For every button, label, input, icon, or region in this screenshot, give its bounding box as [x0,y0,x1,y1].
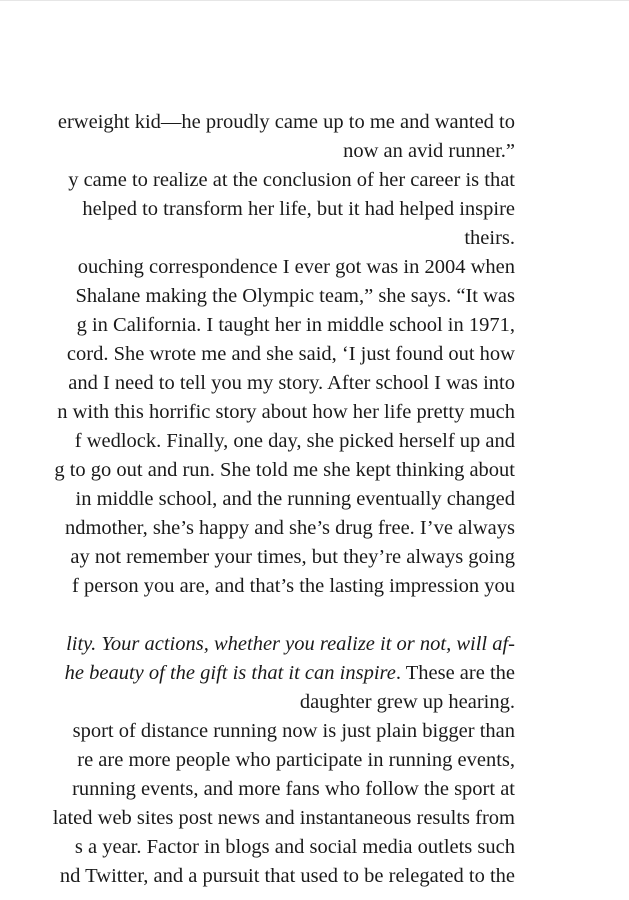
text-line [68,369,515,398]
text-line [68,166,515,195]
text-line [67,340,515,369]
text-segment: in middle school, and the running eventually changed [75,488,515,510]
text-line [65,514,515,543]
text-segment: lity. Your actions, whether you realize it or not, will af- [66,633,515,655]
text-line [73,717,515,746]
text-segment: . These are the [395,662,515,684]
text-segment: nd Twitter, and a pursuit that used to be relegated to the [59,865,515,887]
text-line [58,108,515,137]
text-line [54,456,515,485]
text-line [464,224,515,253]
text-line [75,427,515,456]
text-segment: running events, and more fans who follow the sport at [72,778,515,800]
text-segment: f person you are, and that’s the lasting impression you [72,575,515,597]
text-segment: y came to realize at the conclusion of her career is that [68,169,515,191]
page-top-edge [0,0,629,1]
text-segment: re are more people who participate in running events, [77,749,515,771]
text-segment: lated web sites post news and instantaneous results from [52,807,515,829]
text-line [76,282,516,311]
text-line [66,630,515,659]
text-line [72,775,515,804]
text-segment: theirs. [464,227,515,249]
text-line [65,659,515,688]
text-line [57,398,515,427]
text-segment: and I need to tell you my story. After school I was into [68,372,515,394]
book-page-text [0,108,629,900]
text-line [82,195,515,224]
text-segment: ay not remember your times, but they’re always going [70,546,515,568]
text-line [70,543,515,572]
text-segment: ouching correspondence I ever got was in 2004 when [77,256,515,278]
text-segment: daughter grew up hearing. [299,691,515,713]
text-segment: g to go out and run. She told me she kept thinking about [54,459,515,481]
text-segment: erweight kid—he proudly came up to me and wanted to [57,111,515,133]
text-line [300,688,515,717]
text-segment: f wedlock. Finally, one day, she picked herself up and [74,430,515,452]
text-segment: helped to transform her life, but it had helped inspire [82,198,515,220]
text-segment: cord. She wrote me and she said, ‘I just found out how [66,343,515,365]
text-line [77,746,515,775]
text-line [60,862,515,891]
text-line [75,833,515,862]
text-segment: ndmother, she’s happy and she’s drug free. I’ve always [64,517,515,539]
text-line [53,804,515,833]
text-segment: Shalane making the Olympic team,” she says. “It was [75,285,515,307]
text-segment: n with this horrific story about how her life pretty much [57,401,515,423]
text-segment: sport of distance running now is just plain bigger than [72,720,515,742]
text-segment: s a year. Factor in blogs and social media outlets such [74,836,515,858]
text-segment: he beauty of the gift is that it can inspire [64,662,396,684]
text-segment: now an avid runner.” [343,140,515,162]
text-line [77,311,515,340]
text-line [72,572,515,601]
text-line [78,253,515,282]
text-line [76,485,516,514]
text-segment: g in California. I taught her in middle school in 1971, [76,314,515,336]
text-line [343,137,515,166]
